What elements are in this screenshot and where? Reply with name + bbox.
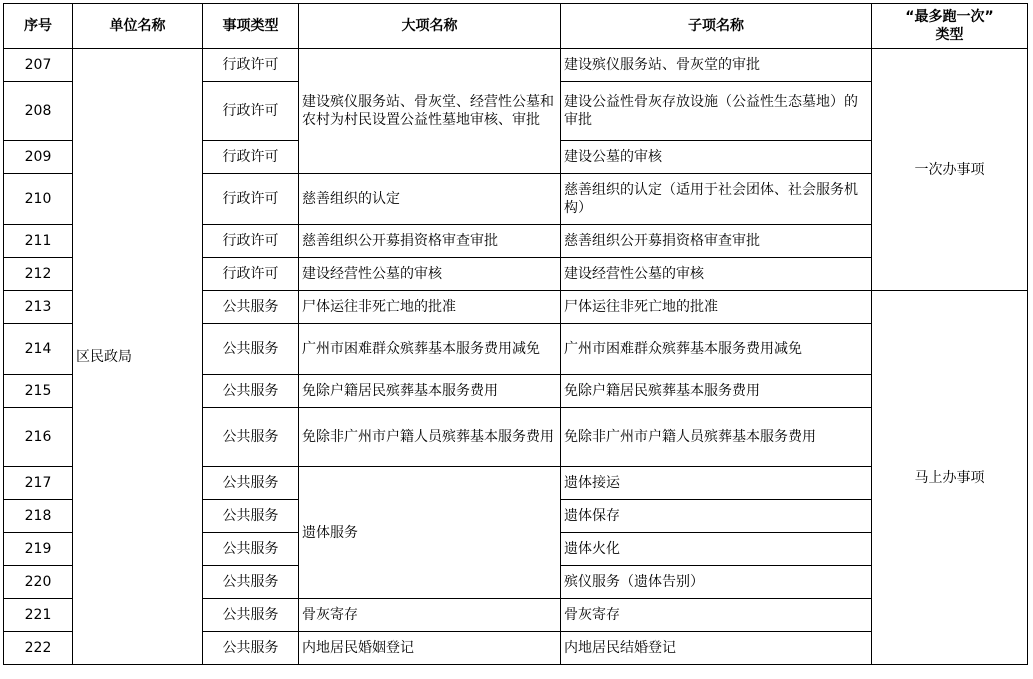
cell-major: 尸体运往非死亡地的批准 <box>299 291 561 324</box>
cell-type: 行政许可 <box>203 174 299 225</box>
cell-type: 公共服务 <box>203 632 299 665</box>
cell-no: 220 <box>4 566 73 599</box>
cell-sub: 骨灰寄存 <box>561 599 872 632</box>
cell-no: 209 <box>4 141 73 174</box>
cell-sub: 内地居民结婚登记 <box>561 632 872 665</box>
header-run-type-line2: 类型 <box>935 27 964 43</box>
cell-major: 骨灰寄存 <box>299 599 561 632</box>
services-table <box>3 3 1028 665</box>
cell-no: 207 <box>4 49 73 82</box>
cell-major: 广州市困难群众殡葬基本服务费用减免 <box>299 324 561 375</box>
cell-no: 217 <box>4 467 73 500</box>
cell-sub: 免除非广州市户籍人员殡葬基本服务费用 <box>561 408 872 467</box>
cell-major-merged: 遗体服务 <box>299 467 561 599</box>
cell-type: 行政许可 <box>203 82 299 141</box>
header-run-type-line1: “最多跑一次” <box>905 9 994 25</box>
cell-no: 213 <box>4 291 73 324</box>
header-sub: 子项名称 <box>561 4 872 49</box>
cell-no: 216 <box>4 408 73 467</box>
cell-type: 公共服务 <box>203 291 299 324</box>
header-row <box>4 4 1028 49</box>
cell-major: 免除非广州市户籍人员殡葬基本服务费用 <box>299 408 561 467</box>
cell-no: 210 <box>4 174 73 225</box>
cell-major: 免除户籍居民殡葬基本服务费用 <box>299 375 561 408</box>
cell-unit: 区民政局 <box>73 49 203 665</box>
cell-sub: 遗体火化 <box>561 533 872 566</box>
cell-no: 215 <box>4 375 73 408</box>
cell-type: 公共服务 <box>203 533 299 566</box>
cell-type: 公共服务 <box>203 375 299 408</box>
table-row <box>4 49 1028 82</box>
cell-sub: 遗体接运 <box>561 467 872 500</box>
cell-sub: 免除户籍居民殡葬基本服务费用 <box>561 375 872 408</box>
cell-major-merged: 建设殡仪服务站、骨灰堂、经营性公墓和农村为村民设置公益性墓地审核、审批 <box>299 49 561 174</box>
cell-major: 建设经营性公墓的审核 <box>299 258 561 291</box>
cell-no: 218 <box>4 500 73 533</box>
cell-run-type-immediate: 马上办事项 <box>872 291 1028 665</box>
header-unit: 单位名称 <box>73 4 203 49</box>
cell-no: 221 <box>4 599 73 632</box>
header-no: 序号 <box>4 4 73 49</box>
cell-type: 行政许可 <box>203 225 299 258</box>
cell-type: 公共服务 <box>203 408 299 467</box>
cell-no: 214 <box>4 324 73 375</box>
cell-no: 219 <box>4 533 73 566</box>
cell-no: 212 <box>4 258 73 291</box>
cell-sub: 建设经营性公墓的审核 <box>561 258 872 291</box>
cell-sub: 建设殡仪服务站、骨灰堂的审批 <box>561 49 872 82</box>
cell-type: 公共服务 <box>203 500 299 533</box>
header-major: 大项名称 <box>299 4 561 49</box>
cell-type: 公共服务 <box>203 566 299 599</box>
cell-type: 公共服务 <box>203 324 299 375</box>
cell-no: 211 <box>4 225 73 258</box>
cell-type: 行政许可 <box>203 141 299 174</box>
cell-sub: 广州市困难群众殡葬基本服务费用减免 <box>561 324 872 375</box>
cell-no: 222 <box>4 632 73 665</box>
cell-type: 行政许可 <box>203 258 299 291</box>
cell-major: 慈善组织的认定 <box>299 174 561 225</box>
cell-sub: 慈善组织的认定（适用于社会团体、社会服务机构） <box>561 174 872 225</box>
cell-sub: 慈善组织公开募捐资格审查审批 <box>561 225 872 258</box>
header-type: 事项类型 <box>203 4 299 49</box>
cell-sub: 建设公益性骨灰存放设施（公益性生态墓地）的审批 <box>561 82 872 141</box>
cell-type: 行政许可 <box>203 49 299 82</box>
cell-no: 208 <box>4 82 73 141</box>
cell-major: 内地居民婚姻登记 <box>299 632 561 665</box>
cell-major: 慈善组织公开募捐资格审查审批 <box>299 225 561 258</box>
cell-sub: 遗体保存 <box>561 500 872 533</box>
cell-run-type-once: 一次办事项 <box>872 49 1028 291</box>
header-run-type <box>872 4 1028 49</box>
cell-type: 公共服务 <box>203 599 299 632</box>
cell-type: 公共服务 <box>203 467 299 500</box>
cell-sub: 尸体运往非死亡地的批准 <box>561 291 872 324</box>
cell-sub: 建设公墓的审核 <box>561 141 872 174</box>
cell-sub: 殡仪服务（遗体告别） <box>561 566 872 599</box>
